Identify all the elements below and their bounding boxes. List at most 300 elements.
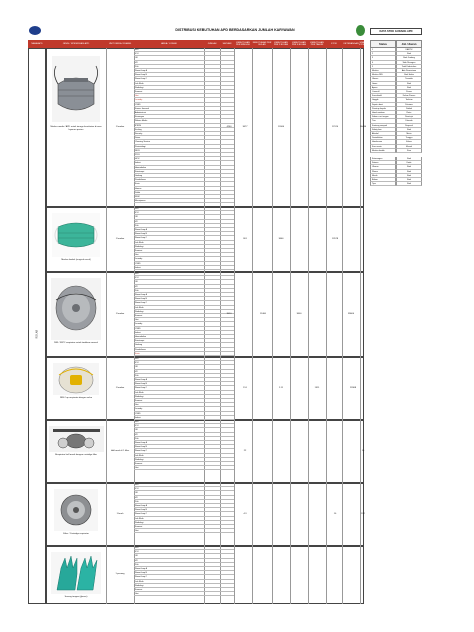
area-row: CSSD <box>134 412 204 416</box>
apd-photo <box>50 54 102 124</box>
area-row: Laundry <box>134 257 204 261</box>
area-row: Rawat Inap C <box>134 449 204 453</box>
apd-caption: Sarung tangan (gloves) <box>64 596 88 598</box>
column-divider <box>234 48 235 207</box>
column-header: KEBUTUHAN PER MINGGU <box>235 41 251 46</box>
side-table-cell: Disposal <box>396 124 422 128</box>
area-row: VK <box>134 285 204 289</box>
apd-photo <box>54 489 98 531</box>
column-divider <box>326 546 327 604</box>
column-divider <box>308 357 309 420</box>
column-divider <box>234 357 235 420</box>
side-table-cell: Retur <box>396 111 422 115</box>
area-row: Lab Klinik <box>134 517 204 521</box>
side-table-title: DATA STOK GUDANG APD <box>370 28 422 35</box>
area-row: Farmasi <box>134 588 204 592</box>
row-cell <box>220 529 234 533</box>
column-divider <box>308 546 309 604</box>
column-divider <box>360 546 361 604</box>
logo-right <box>356 25 365 36</box>
area-row: VK <box>134 559 204 563</box>
area-row: Pendaftaran <box>134 178 204 182</box>
column-divider <box>290 483 291 546</box>
area-row: IGD <box>134 546 204 550</box>
column-divider <box>360 48 361 207</box>
area-row: Laundry <box>134 407 204 411</box>
area-row: CSSD <box>134 103 204 107</box>
side-table-cell: Stok <box>396 157 422 161</box>
side-table-cell: Masuk <box>396 145 422 149</box>
column-header: KEBUTUHAN PER BULAN <box>252 41 272 46</box>
side-table-cell: Keterangan <box>370 157 396 161</box>
value-cell: 22 <box>243 449 247 452</box>
side-table-cell: Tisu <box>370 119 396 123</box>
side-table-cell: Stok <box>396 52 422 56</box>
row-cell <box>220 592 234 596</box>
column-header: KEBUTUHAN PER 6 BULAN <box>291 41 307 46</box>
column-divider <box>342 272 343 357</box>
column-header: UNIT KERJA / RUANG <box>106 40 134 48</box>
column-divider <box>252 48 253 207</box>
side-table-header: Jml. Ukuran <box>396 40 422 48</box>
area-row: Radiologi <box>134 584 204 588</box>
side-table-cell: Stok <box>396 86 422 90</box>
column-divider <box>308 207 309 272</box>
side-table-cell: Gloves <box>370 77 396 81</box>
area-row: Isolasi <box>134 266 204 270</box>
value-cell: 13578 <box>331 237 339 240</box>
area-row: ICU <box>134 276 204 280</box>
apd-caption: Respirator half mask dengan cartridge filter <box>55 454 97 456</box>
area-row: HCU <box>134 157 204 161</box>
column-header: SATUAN <box>220 40 234 48</box>
region-column <box>28 48 46 604</box>
area-row: Rawat Inap A <box>134 504 204 508</box>
area-row: Radiologi <box>134 458 204 462</box>
area-row: CSSD <box>134 327 204 331</box>
value-cell: 3677 <box>242 125 248 128</box>
row-cell <box>220 199 234 203</box>
area-row: OK <box>134 554 204 558</box>
area-row: Diklat <box>134 191 204 195</box>
area-row: Rawat Inap C <box>134 386 204 390</box>
column-divider <box>272 207 273 272</box>
area-row: CSSD <box>134 262 204 266</box>
column-divider <box>308 420 309 483</box>
column-header: KEBUTUHAN PER 3 BULAN <box>273 41 289 46</box>
area-row: Radiologi <box>134 521 204 525</box>
value-cell: 3510 <box>226 312 232 315</box>
column-divider <box>252 272 253 357</box>
area-row: Lab Klinik <box>134 454 204 458</box>
area-row: Kesling <box>134 128 204 132</box>
apd-photo <box>51 552 101 594</box>
value-cell: 2.11 <box>278 386 284 389</box>
row-cell <box>220 352 234 356</box>
side-table-cell: Minta <box>396 132 422 136</box>
area-row: Cleaning Service <box>134 140 204 144</box>
column-divider <box>272 48 273 207</box>
side-table-cell: Stok <box>396 170 422 174</box>
value-cell: 3600 <box>296 312 302 315</box>
area-row: Lab Klinik <box>134 306 204 310</box>
value-cell: 23368 <box>349 386 357 389</box>
apd-unit: 1 lembar <box>115 386 125 389</box>
column-divider <box>308 483 309 546</box>
apd-unit: 1 lembar <box>115 125 125 128</box>
area-row: Radiologi <box>134 245 204 249</box>
area-row: Rawat Inap A <box>134 69 204 73</box>
area-row: Radiologi <box>134 310 204 314</box>
side-table-cell: Disetujui <box>396 115 422 119</box>
side-table-cell: Coverall <box>370 90 396 94</box>
column-divider <box>326 272 327 357</box>
column-header: NAMA APD <box>28 40 46 48</box>
column-divider <box>342 207 343 272</box>
side-table-cell: Stok <box>396 182 422 186</box>
area-row: Farmasi <box>134 399 204 403</box>
apd-photo <box>51 278 101 340</box>
column-divider <box>360 357 361 420</box>
area-row: Rekam Medis <box>134 119 204 123</box>
side-table-cell: Stok <box>396 128 422 132</box>
area-row: Gizi <box>134 529 204 533</box>
area-row: Gizi <box>134 403 204 407</box>
column-divider <box>252 207 253 272</box>
area-row: Lab Klinik <box>134 241 204 245</box>
side-table-header: Status <box>370 40 396 48</box>
area-row: OK <box>134 56 204 60</box>
side-table-cell: Sepatu boot <box>370 103 396 107</box>
column-divider <box>106 483 107 546</box>
row-cell <box>220 466 234 470</box>
apd-unit: 1 lembar <box>115 312 125 315</box>
column-divider <box>342 483 343 546</box>
side-table-cell: Total Kebutuhan <box>396 65 422 69</box>
value-cell: 361 <box>243 237 247 240</box>
column-header: JENIS / SPESIFIKASI APD <box>46 40 106 48</box>
side-table-cell: Safety box <box>370 128 396 132</box>
value-cell: 4260 <box>226 125 232 128</box>
area-row: Fisioterapi <box>134 339 204 343</box>
side-table-cell: Tunggu <box>396 136 422 140</box>
side-table-cell: Penutup kepala <box>370 107 396 111</box>
side-table-cell: Stok <box>396 82 422 86</box>
side-table-cell: Apron <box>370 86 396 90</box>
side-table-cell: Satuan <box>370 161 396 165</box>
area-row: OK <box>134 215 204 219</box>
apd-photo <box>52 213 100 257</box>
column-divider <box>252 357 253 420</box>
area-row: ICU <box>134 361 204 365</box>
column-divider <box>290 546 291 604</box>
area-row: Rawat Inap A <box>134 228 204 232</box>
area-row: Radiologi <box>134 395 204 399</box>
column-divider <box>360 483 361 546</box>
value-cell: 24480 <box>359 125 367 128</box>
column-divider <box>272 420 273 483</box>
area-row: Driver <box>134 136 204 140</box>
value-cell: 1511 <box>314 386 320 389</box>
column-divider <box>234 207 235 272</box>
area-row: Farmasi <box>134 462 204 466</box>
side-table-cell: Sabun cuci tangan <box>370 115 396 119</box>
column-header: SISA STOK <box>359 41 365 46</box>
column-divider <box>326 357 327 420</box>
side-table-cell: Diterima <box>396 103 422 107</box>
row-cell <box>204 266 220 270</box>
area-row: Rawat Inap A <box>134 293 204 297</box>
apd-caption: Masker bedah (surgical mask) <box>61 259 91 261</box>
area-row: ICU <box>134 211 204 215</box>
column-header: JUMLAH <box>204 40 220 48</box>
area-row: Farmasi <box>134 314 204 318</box>
area-row: Administrasi <box>134 111 204 115</box>
area-row: VK <box>134 433 204 437</box>
area-row: Gudang <box>134 343 204 347</box>
row-cell <box>204 199 220 203</box>
side-table-cell: Tersedia <box>396 77 422 81</box>
area-row: Manajemen <box>134 199 204 203</box>
document-title: DISTRIBUSI KEBUTUHAN APD BERDASARKAN JUMLAH KARYAWAN <box>175 28 295 32</box>
apd-unit: 1 pasang <box>115 573 125 575</box>
column-divider <box>272 483 273 546</box>
area-row: Rawat Inap C <box>134 512 204 516</box>
area-row: Rawat Inap C <box>134 77 204 81</box>
column-divider <box>326 483 327 546</box>
column-divider <box>290 48 291 207</box>
area-row: Rawat Inap A <box>134 567 204 571</box>
area-row: Gizi <box>134 253 204 257</box>
side-table-cell: Stok Ruangan <box>396 61 422 65</box>
column-divider <box>106 546 107 604</box>
area-row: NICU <box>134 149 204 153</box>
area-row: IGD <box>134 483 204 487</box>
column-divider <box>342 357 343 420</box>
area-row: Rawat Inap B <box>134 232 204 236</box>
area-row: SDM <box>134 195 204 199</box>
area-row: IGD <box>134 207 204 211</box>
area-row: ICU <box>134 424 204 428</box>
side-table-cell: Ditolak <box>396 107 422 111</box>
area-row: Lab Klinik <box>134 580 204 584</box>
area-row: Kasir <box>134 352 204 356</box>
area-row: Hemodialisa <box>134 335 204 339</box>
area-row: Rawat Inap C <box>134 236 204 240</box>
apd-caption: N95 Cup respirator dengan valve <box>59 397 93 399</box>
side-table-cell: Stok <box>396 174 422 178</box>
area-row: Poli <box>134 563 204 567</box>
column-divider <box>234 546 235 604</box>
side-table-cell: Faceshield <box>370 94 396 98</box>
area-row: Radiologi <box>134 86 204 90</box>
area-row: Rawat Inap B <box>134 508 204 512</box>
value-cell: 39600 <box>347 312 355 315</box>
area-row: Gizi <box>134 94 204 98</box>
column-header: KETERANGAN <box>342 40 360 48</box>
column-header: STOK <box>326 40 342 48</box>
area-row: Pendaftaran <box>134 348 204 352</box>
column-header: KEBUTUHAN PER TAHUN <box>308 40 326 48</box>
side-table-cell: Stok Habis <box>396 73 422 77</box>
side-table-cell: Bahan <box>370 178 396 182</box>
value-cell: 10 <box>333 512 337 515</box>
side-table-cell: Masker bedah <box>370 149 396 153</box>
value-cell: 3646 <box>278 237 284 240</box>
area-row: OK <box>134 428 204 432</box>
column-divider <box>308 48 309 207</box>
area-row: Farmasi <box>134 525 204 529</box>
apd-unit: 1 lembar <box>115 237 125 240</box>
column-divider <box>106 357 107 420</box>
area-row: Farmasi <box>134 90 204 94</box>
value-cell: 12060 <box>277 125 285 128</box>
region-label: RS/LAB <box>35 329 39 339</box>
area-row: VK <box>134 61 204 65</box>
area-row: Rawat Inap C <box>134 301 204 305</box>
area-row: Rawat Inap B <box>134 382 204 386</box>
area-row: Poli <box>134 65 204 69</box>
area-row: IPSRS <box>134 124 204 128</box>
area-row: Gizi <box>134 592 204 596</box>
side-table-cell: 2 <box>370 52 396 56</box>
area-row: OK <box>134 365 204 369</box>
area-row: Fisioterapi <box>134 170 204 174</box>
area-row: Rawat Inap A <box>134 378 204 382</box>
area-row: Humas <box>134 187 204 191</box>
column-divider <box>106 420 107 483</box>
row-cell <box>204 352 220 356</box>
column-divider <box>234 420 235 483</box>
side-table-cell: 1 <box>370 48 396 52</box>
area-row: ICU <box>134 550 204 554</box>
column-divider <box>272 546 273 604</box>
side-table-cell: Handscoen <box>370 140 396 144</box>
side-table-cell: Ada Permintaan <box>396 69 422 73</box>
side-table-cell: Keluar <box>396 140 422 144</box>
column-divider <box>360 420 361 483</box>
column-divider <box>234 483 235 546</box>
side-table-cell: Hand sanitizer <box>370 111 396 115</box>
area-row: OK <box>134 491 204 495</box>
area-row: Rawat Inap B <box>134 297 204 301</box>
area-row: VK <box>134 220 204 224</box>
row-cell <box>204 592 220 596</box>
column-divider <box>360 272 361 357</box>
value-cell: 4.3 <box>243 512 247 515</box>
row-cell <box>204 466 220 470</box>
area-row: VK <box>134 370 204 374</box>
side-table-cell: Stok Gudang <box>396 56 422 60</box>
apd-caption: N95 / FFP2 respirator untuk tindakan aerosol <box>54 342 98 344</box>
side-table-cell: Kaca mata <box>370 145 396 149</box>
area-row: Poli <box>134 224 204 228</box>
area-row: Perinatologi <box>134 145 204 149</box>
apd-unit: 1 buah <box>116 512 124 515</box>
column-divider <box>290 420 291 483</box>
column-divider <box>234 272 235 357</box>
column-divider <box>106 272 107 357</box>
side-table-cell: Goggle <box>370 98 396 102</box>
column-divider <box>252 420 253 483</box>
value-cell: 11460 <box>260 312 266 315</box>
area-row: Rawat Inap C <box>134 575 204 579</box>
column-divider <box>308 272 309 357</box>
area-row: IGD <box>134 272 204 276</box>
value-cell: 10 <box>361 449 365 452</box>
side-table-cell: Stok <box>396 165 422 169</box>
side-table-cell: 4 <box>370 61 396 65</box>
side-table-cell: Terkirim <box>396 98 422 102</box>
area-row: Isolasi <box>134 416 204 420</box>
area-row: Hemodialisa <box>134 166 204 170</box>
area-row: OK <box>134 280 204 284</box>
side-table-cell: Merek <box>370 174 396 178</box>
area-row: Rawat Inap B <box>134 571 204 575</box>
area-row: PICU <box>134 153 204 157</box>
side-table-cell: Stok <box>396 178 422 182</box>
apd-caption: Masker medis / APD untuk tenaga kesehatan di area layanan pasien <box>50 126 102 131</box>
area-row: Poli <box>134 437 204 441</box>
area-row: ICU <box>134 52 204 56</box>
area-row: Gudang <box>134 174 204 178</box>
side-table-cell: 5 <box>370 65 396 69</box>
column-divider <box>326 48 327 207</box>
area-row: Poli <box>134 289 204 293</box>
column-divider <box>290 272 291 357</box>
row-cell <box>204 529 220 533</box>
column-divider <box>360 207 361 272</box>
area-row: Lab Klinik <box>134 391 204 395</box>
side-table-cell: 3 <box>370 56 396 60</box>
side-table-cell: Masker N95 <box>370 73 396 77</box>
area-row: Laundry <box>134 98 204 102</box>
side-table-cell: Ditunda <box>396 119 422 123</box>
area-row: Laundry <box>134 322 204 326</box>
area-row: Poli <box>134 500 204 504</box>
area-row: Isolasi <box>134 331 204 335</box>
area-row: Keuangan <box>134 115 204 119</box>
column-divider <box>290 207 291 272</box>
side-table-cell: Desinfektan <box>370 136 396 140</box>
column-divider <box>326 420 327 483</box>
apd-unit: Half mask & 1 filter <box>110 449 130 452</box>
apd-caption: Filter / Cartridge respirator <box>63 533 89 535</box>
column-divider <box>342 420 343 483</box>
column-divider <box>272 272 273 357</box>
area-row: Kamar Jenazah <box>134 107 204 111</box>
area-row: Kasir <box>134 182 204 186</box>
area-row: Rawat Inap B <box>134 445 204 449</box>
side-table-cell: Kode <box>396 161 422 165</box>
value-cell: 192 <box>361 512 365 515</box>
side-table-cell: Sisa <box>396 149 422 153</box>
area-row: Gizi <box>134 318 204 322</box>
column-divider <box>252 546 253 604</box>
column-divider <box>326 207 327 272</box>
column-divider <box>106 207 107 272</box>
column-header: AREA / LOKASI <box>134 40 204 48</box>
value-cell: 151 <box>243 386 247 389</box>
side-table-cell: Dalam Proses <box>396 94 422 98</box>
area-row: IGD <box>134 420 204 424</box>
column-divider <box>342 48 343 207</box>
area-row: ICU <box>134 487 204 491</box>
side-table-cell: Warna <box>370 170 396 174</box>
area-row: Rawat Inap A <box>134 441 204 445</box>
area-row: IGD <box>134 357 204 361</box>
column-divider <box>342 546 343 604</box>
